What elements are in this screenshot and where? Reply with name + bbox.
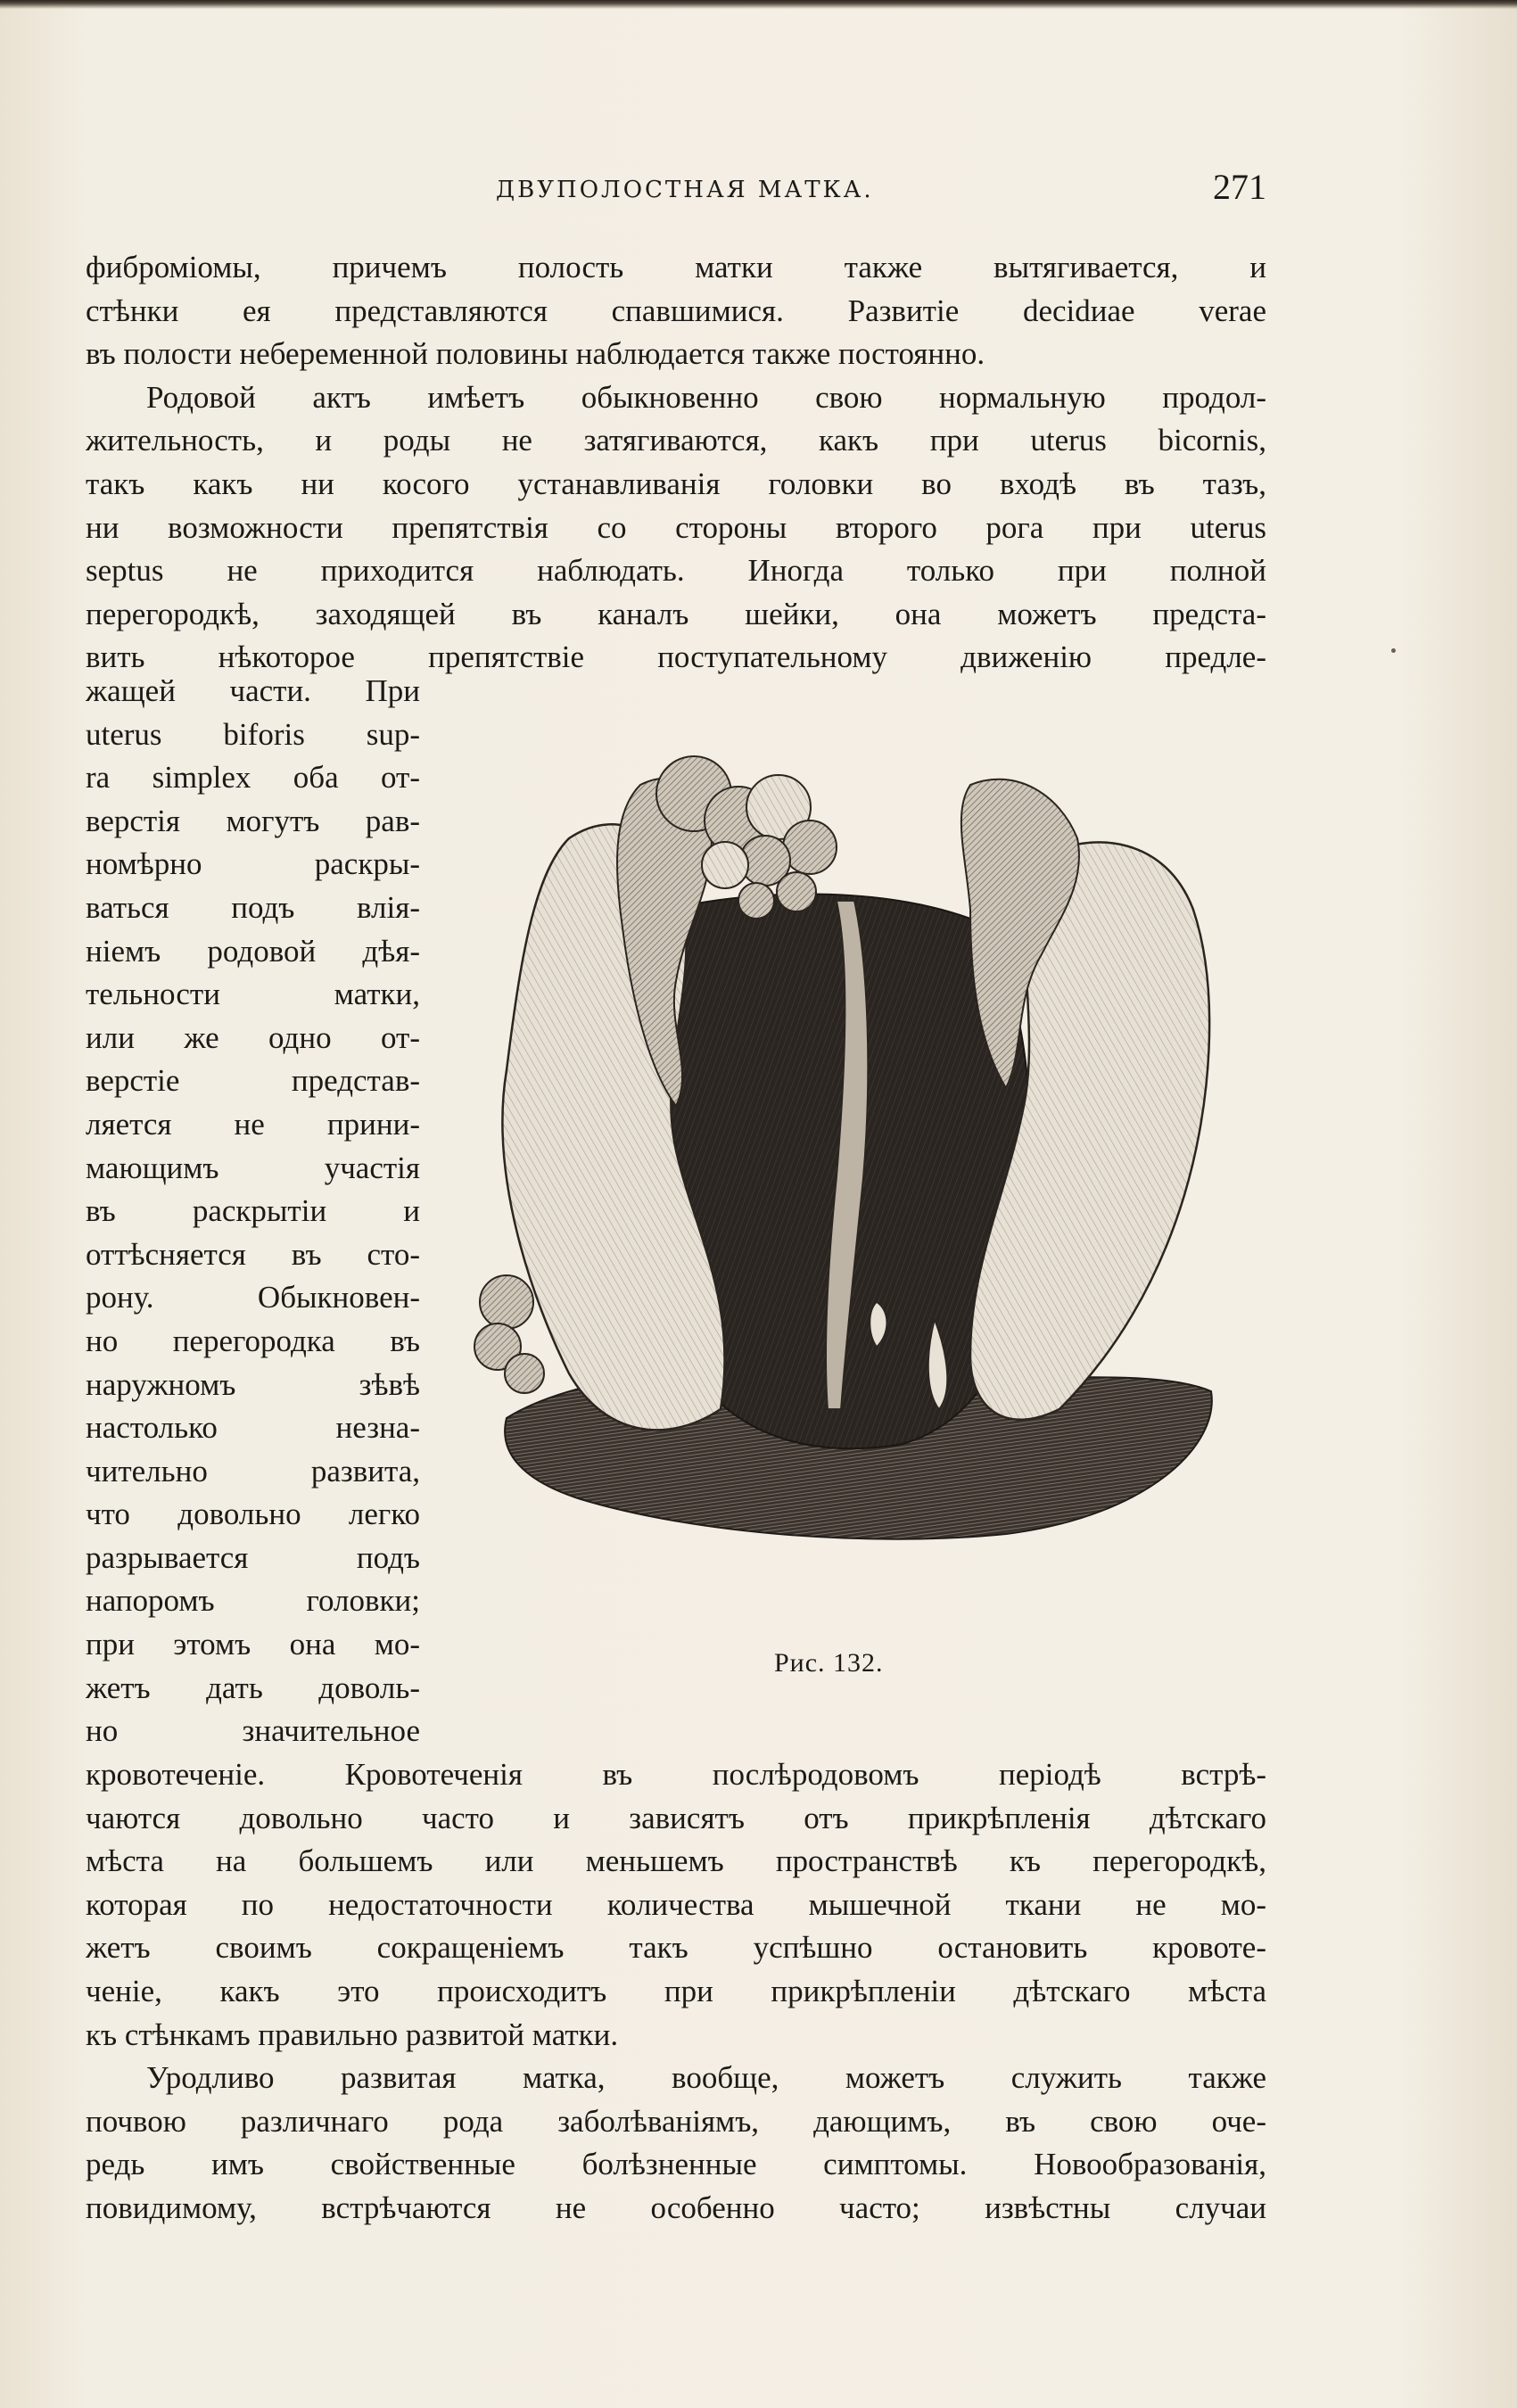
text-line: которая по недостаточности количества мышечной ткани не мо- [86,1886,1266,1922]
text-line: рону. Обыкновен- [86,1280,420,1315]
text-line: верстія могутъ рав- [86,803,420,838]
text-line: но значительное [86,1713,420,1749]
text-line: ченіе, какъ это происходитъ при прикрѣпленіи дѣтскаго мѣста [86,1973,1266,2008]
text-line: ляется не прини- [86,1106,420,1142]
text-line: жетъ своимъ сокращеніемъ такъ успѣшно остановить кровоте- [86,1930,1266,1966]
running-head [86,166,1266,210]
text-line: жительность, и роды не затягиваются, какъ при uterus bicornis, [86,423,1266,458]
text-line: фиброміомы, причемъ полость матки также вытягивается, и [86,250,1266,285]
text-line: къ стѣнкамъ правильно развитой матки. [86,2016,619,2052]
text-line: верстіе представ- [86,1063,420,1099]
text-line: uterus biforis sup- [86,716,420,752]
text-line: перегородкѣ, заходящей въ каналъ шейки, она можетъ предста- [86,596,1266,631]
text-line: въ раскрытіи и [86,1193,420,1229]
text-block-top [86,246,1266,680]
text-line: повидимому, встрѣчаются не особенно часто; извѣстны случаи [86,2189,1266,2225]
text-line: septus не приходится наблюдать. Иногда только при полной [86,553,1266,589]
text-line: жетъ дать доволь- [86,1670,420,1705]
page-number: 271 [1213,167,1266,207]
figure-caption: Рис. 132. [774,1648,884,1678]
text-line: тельности матки, [86,977,420,1012]
text-line: мающимъ участія [86,1150,420,1185]
text-line: наружномъ зѣвѣ [86,1366,420,1402]
text-line: ни возможности препятствія со стороны второго рога при uterus [86,509,1266,545]
text-line: что довольно легко [86,1497,420,1532]
text-line: напоромъ головки; [86,1583,420,1619]
text-line: или же одно от- [86,1019,420,1055]
text-line: чительно развита, [86,1453,420,1489]
text-line: почвою различнаго рода заболѣваніямъ, дающимъ, въ свою оче- [86,2103,1266,2139]
text-line: жащей части. При [86,673,420,708]
text-line: номѣрно раскры- [86,846,420,882]
text-line: разрывается подъ [86,1539,420,1575]
text-line: кровотеченіе. Кровотеченія въ послѣродовомъ періодѣ встрѣ- [86,1757,1266,1792]
text-line: чаются довольно часто и зависятъ отъ прикрѣпленія дѣтскаго [86,1800,1266,1835]
text-line: настолько незна- [86,1410,420,1446]
text-line: мѣста на большемъ или меньшемъ пространствѣ къ перегородкѣ, [86,1843,1266,1879]
page-top-shadow [0,0,1517,9]
anatomical-illustration [471,731,1256,1623]
text-line: ra simplex оба от- [86,760,420,796]
text-line: стѣнки ея представляются спавшимися. Развитіе decidиae verae [86,293,1266,328]
text-line: ваться подъ влія- [86,889,420,925]
text-line: при этомъ она мо- [86,1627,420,1662]
text-line: такъ какъ ни косого устанавливанія головки во входѣ въ тазъ, [86,466,1266,501]
uterus-engraving [471,731,1256,1623]
text-line: ніемъ родовой дѣя- [86,933,420,969]
text-block-narrow [86,670,420,1753]
text-line: но перегородка въ [86,1323,420,1358]
text-block-bottom [86,1753,1266,2231]
left-lobes [474,1275,544,1393]
text-line: въ полости небеременной половины наблюдается также постоянно. [86,336,985,372]
text-line: редь имъ свойственные болѣзненные симптомы. Новообразованія, [86,2147,1266,2182]
text-line: Уродливо развитая матка, вообще, можетъ служить также [146,2060,1266,2096]
text-line: оттѣсняется въ сто- [86,1236,420,1272]
text-line: вить нѣкоторое препятствіе поступательному движенію предле- [86,639,1266,675]
running-title: ДВУПОЛОСТНАЯ МАТКА. [496,177,874,203]
margin-speck [1391,648,1396,653]
text-line: Родовой актъ имѣетъ обыкновенно свою нормальную продол- [146,379,1266,415]
